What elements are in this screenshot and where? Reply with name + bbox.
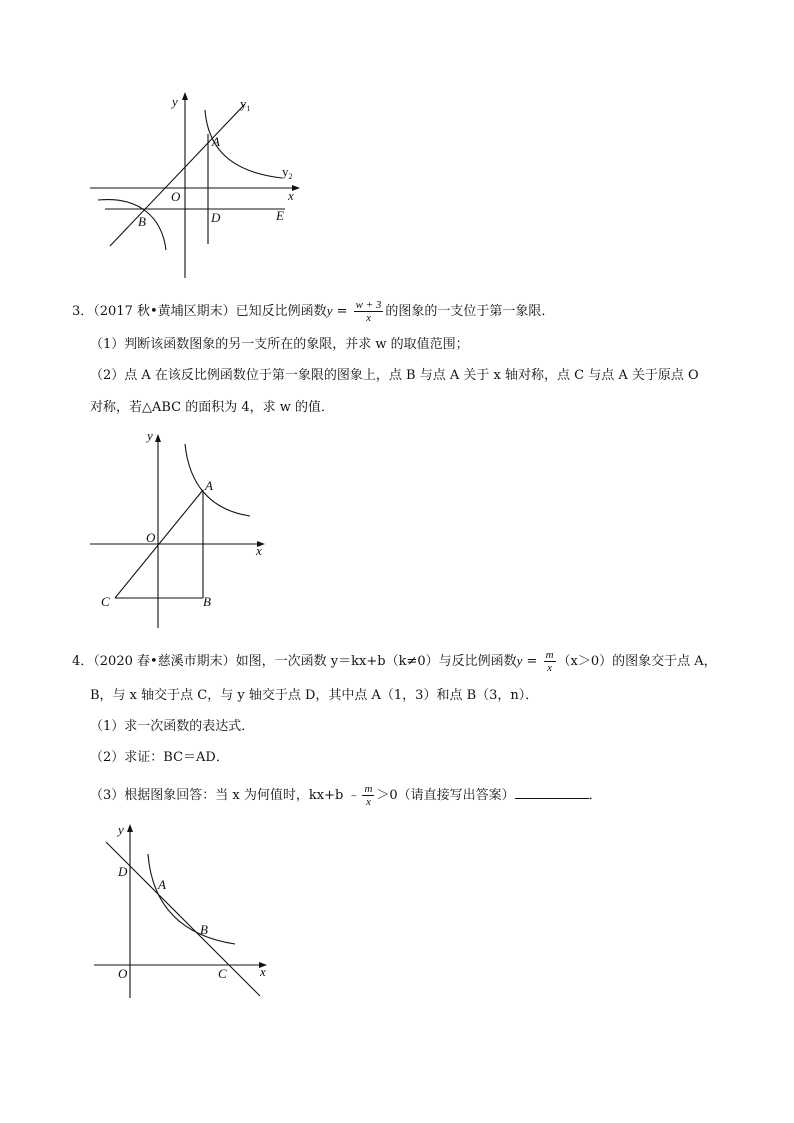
fig1-label-d: D xyxy=(211,210,221,225)
fig3-label-x: x xyxy=(260,964,266,979)
q4-part2: （2）求证：BC＝AD． xyxy=(90,750,229,765)
q4-part3-fraction xyxy=(362,783,374,808)
q4-func-eq: = xyxy=(522,654,542,669)
fig1-label-e: E xyxy=(276,208,284,223)
q4-fraction xyxy=(544,649,556,674)
q4-part3-end: ． xyxy=(588,788,602,803)
fig1-hyperbola-q3 xyxy=(98,200,166,250)
fig3-label-a: A xyxy=(158,877,166,892)
q4-stem-line2: B，与 x 轴交于点 C，与 y 轴交于点 D，其中点 A（1，3）和点 B（3，n）． xyxy=(90,688,539,703)
q3-stem-after: 的图象的一支位于第一象限． xyxy=(385,304,555,319)
q3-frac-den: x xyxy=(366,312,371,324)
q4-part3-a: （3）根据图象回答：当 x 为何值时，kx+b ﹣ xyxy=(90,788,361,803)
q3-source: （2017 秋•黄埔区期末） xyxy=(93,304,236,319)
figure-3-graph xyxy=(90,818,280,1003)
q4-source: （2020 春•慈溪市期末） xyxy=(93,654,236,669)
fig2-label-x: x xyxy=(256,543,262,558)
q4-stem-line1 xyxy=(72,649,717,674)
fig1-label-a: A xyxy=(212,134,220,149)
q3-stem xyxy=(72,299,554,324)
fig1-line-y1 xyxy=(110,104,245,246)
fig3-label-y: y xyxy=(118,822,124,837)
q4-part3-frac-den: x xyxy=(365,796,371,808)
q4-stem-b: （x＞0）的图象交于点 A， xyxy=(557,654,717,669)
q3-part2-line2: 对称，若△ABC 的面积为 4，求 w 的值． xyxy=(90,400,335,415)
q3-number: 3． xyxy=(72,304,94,319)
q3-func-lhs: y xyxy=(326,303,333,318)
figure-1-graph xyxy=(80,88,320,283)
figure-1-svg xyxy=(80,88,320,283)
q3-fraction xyxy=(354,299,384,324)
q4-stem-a: 如图，一次函数 y＝kx+b（k≠0）与反比例函数 xyxy=(235,654,517,669)
fig3-label-o: O xyxy=(118,966,128,981)
fig1-label-y1: $y_1$ xyxy=(240,96,251,113)
fig1-label-b: B xyxy=(138,214,146,229)
fig2-label-a: A xyxy=(205,478,213,493)
fig1-label-y2: $y_2$ xyxy=(282,164,293,181)
q4-func-lhs: y xyxy=(516,653,523,668)
figure-2-svg xyxy=(85,422,280,632)
q4-frac-num: m xyxy=(545,649,554,661)
q4-number: 4． xyxy=(72,654,94,669)
fig1-label-y: y xyxy=(172,94,178,109)
q3-stem-before: 已知反比例函数 xyxy=(235,304,327,319)
q4-answer-blank[interactable] xyxy=(515,786,589,799)
fig2-label-c: C xyxy=(101,594,110,609)
fig3-line-dc xyxy=(106,842,260,996)
fig2-label-o: O xyxy=(146,530,156,545)
fig1-label-o: O xyxy=(171,189,181,204)
q4-part3-b: ＞0（请直接写出答案） xyxy=(376,788,515,803)
fig3-label-d: D xyxy=(118,864,128,879)
q4-part3-frac-num: m xyxy=(364,783,373,795)
fig3-label-b: B xyxy=(200,922,208,937)
q4-part1: （1）求一次函数的表达式． xyxy=(90,719,255,734)
q3-frac-num: w + 3 xyxy=(355,299,382,311)
fig2-label-y: y xyxy=(147,428,153,443)
q3-func-eq: = xyxy=(332,304,352,319)
figure-3-svg xyxy=(90,818,280,1003)
fig3-hyperbola xyxy=(148,854,235,944)
figure-2-graph xyxy=(85,422,280,632)
fig2-hyperbola xyxy=(185,444,250,516)
q3-part2-line1: （2）点 A 在该反比例函数位于第一象限的图象上，点 B 与点 A 关于 x 轴对称，点 C 与点 A 关于原点 O xyxy=(90,368,699,383)
fig2-label-b: B xyxy=(203,594,211,609)
q4-frac-den: x xyxy=(547,662,552,674)
q3-part1: （1）判断该函数图象的另一支所在的象限，并求 w 的取值范围； xyxy=(90,337,469,352)
fig1-label-x: x xyxy=(288,188,294,203)
q4-part3 xyxy=(90,783,602,808)
fig3-label-c: C xyxy=(218,966,227,981)
